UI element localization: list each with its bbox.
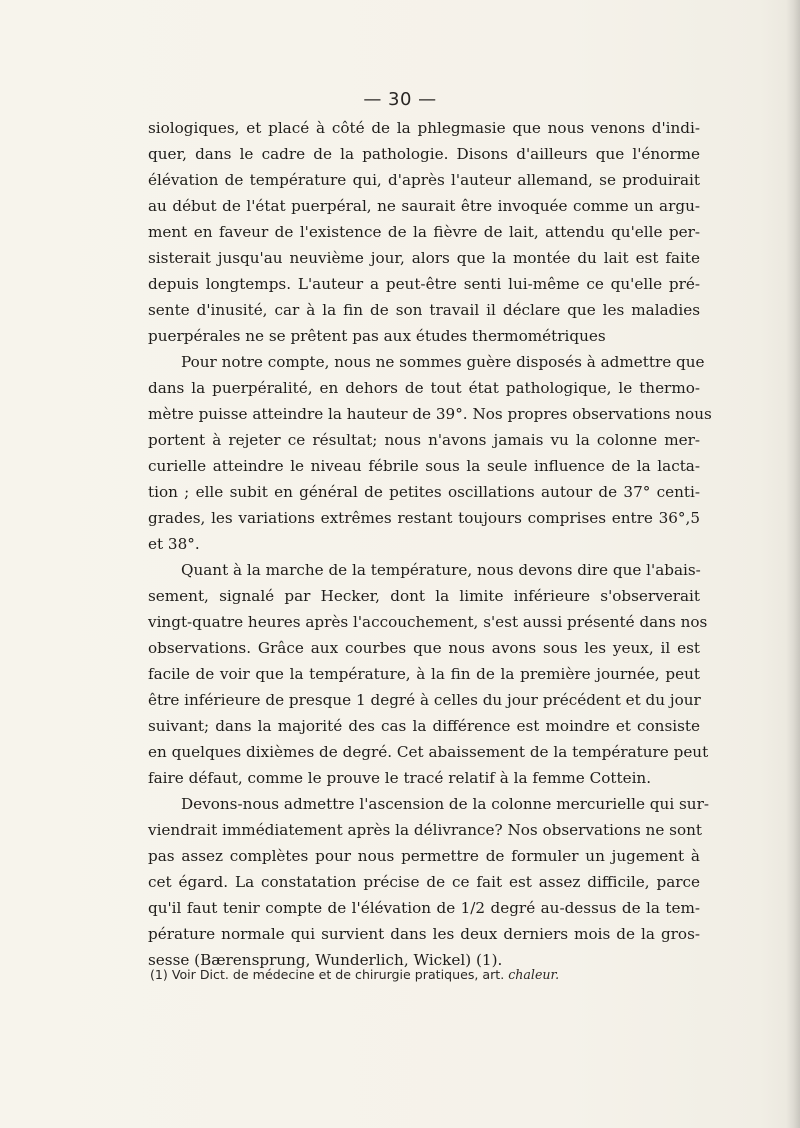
text-line: qu'il faut tenir compte de l'élévation de 1/2 degré au-dessus de la tem- [148, 899, 700, 917]
text-line: puerpérales ne se prêtent pas aux études thermométriques [148, 327, 606, 345]
text-line: suivant; dans la majorité des cas la différence est moindre et consiste [148, 717, 700, 735]
text-line: Pour notre compte, nous ne sommes guère disposés à admettre que [181, 353, 705, 371]
text-line: quer, dans le cadre de la pathologie. Disons d'ailleurs que l'énorme [148, 145, 700, 163]
text-line: portent à rejeter ce résultat; nous n'avons jamais vu la colonne mer- [148, 431, 700, 449]
text-line: élévation de température qui, d'après l'auteur allemand, se produirait [148, 171, 700, 189]
text-line: viendrait immédiatement après la délivrance? Nos observations ne sont [148, 821, 702, 839]
page-number: — 30 — [363, 89, 437, 110]
text-line: Quant à la marche de la température, nous devons dire que l'abais- [181, 561, 701, 579]
text-line: au début de l'état puerpéral, ne saurait être invoquée comme un argu- [148, 197, 700, 215]
text-line: curielle atteindre le niveau fébrile sous la seule influence de la lacta- [148, 457, 700, 475]
text-line: tion ; elle subit en général de petites oscillations autour de 37° centi- [148, 483, 700, 501]
text-line: depuis longtemps. L'auteur a peut-être senti lui-même ce qu'elle pré- [148, 275, 700, 293]
text-line: cet égard. La constatation précise de ce fait est assez difficile, parce [148, 873, 700, 891]
body-text [148, 115, 712, 973]
footnote [150, 966, 710, 984]
text-line: être inférieure de presque 1 degré à celles du jour précédent et du jour [148, 691, 701, 709]
footnote-emphasis: chaleur. [508, 967, 560, 982]
text-line: facile de voir que la température, à la fin de la première journée, peut [148, 665, 700, 683]
text-line: Devons-nous admettre l'ascension de la colonne mercurielle qui sur- [181, 795, 709, 813]
text-line: et 38°. [148, 535, 200, 553]
text-line: vingt-quatre heures après l'accouchement, s'est aussi présenté dans nos [148, 613, 708, 631]
text-line: observations. Grâce aux courbes que nous avons sous les yeux, il est [148, 639, 700, 657]
text-line: sesse (Bærensprung, Wunderlich, Wickel) (1). [148, 951, 503, 969]
footnote-text: (1) Voir Dict. de médecine et de chirurgie pratiques, art. [150, 967, 509, 982]
text-line: en quelques dixièmes de degré. Cet abaissement de la température peut [148, 743, 709, 761]
text-line: faire défaut, comme le prouve le tracé relatif à la femme Cottein. [148, 769, 652, 787]
text-line: dans la puerpéralité, en dehors de tout état pathologique, le thermo- [148, 379, 700, 397]
text-line: mètre puisse atteindre la hauteur de 39°. Nos propres observations nous [148, 405, 712, 423]
text-line: pas assez complètes pour nous permettre de formuler un jugement à [148, 847, 700, 865]
text-line: siologiques, et placé à côté de la phlegmasie que nous venons d'indi- [148, 119, 700, 137]
text-line: sente d'inusité, car à la fin de son travail il déclare que les maladies [148, 301, 700, 319]
text-line: sement, signalé par Hecker, dont la limite inférieure s'observerait [148, 587, 700, 605]
text-line: pérature normale qui survient dans les deux derniers mois de la gros- [148, 925, 700, 943]
text-line: sisterait jusqu'au neuvième jour, alors que la montée du lait est faite [148, 249, 700, 267]
page-edge-shadow [786, 0, 800, 1128]
text-line: grades, les variations extrêmes restant toujours comprises entre 36°,5 [148, 509, 700, 527]
text-line: ment en faveur de l'existence de la fièvre de lait, attendu qu'elle per- [148, 223, 700, 241]
